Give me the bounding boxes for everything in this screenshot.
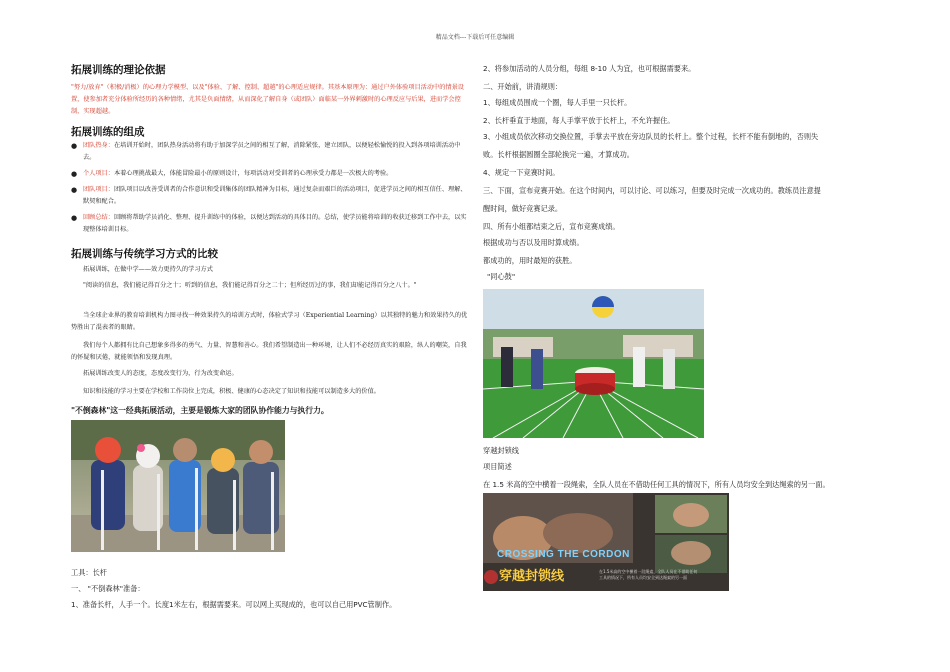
photo-caption: "不倒森林"这一经典拓展活动，主要是锻炼大家的团队协作能力与执行力。 (71, 406, 329, 415)
rule-line: 三、下面，宣布竞赛开始。在这个时间内，可以讨论、可以练习，但要及时完成一次成功的。教练员注意提 (483, 186, 821, 195)
list-item: ● 回顾总结：回顾将帮助学员消化、整理、提升训练中的体验，以便达到活动的具体目的。总结，使学员能将培训的收获迁移到工作中去，以实现整体培训目标。 (71, 214, 467, 233)
heading-composition: 拓展训练的组成 (71, 126, 145, 138)
rule-line: 1、每组成员围成一个圈，每人手里一只长杆。 (483, 98, 632, 107)
rule-line: 2、长杆垂直于地面，每人手掌平放于长杆上，不允许握住。 (483, 116, 675, 125)
heading-comparison: 拓展训练与传统学习方式的比较 (71, 248, 218, 260)
list-item: ● 团队热身：在培训开始时，团队热身活动将有助于加深学员之间的相互了解，消除紧张，建立团队，以便轻松愉悦的投入到各项培训活动中去。 (71, 142, 461, 161)
composition-list (71, 140, 471, 236)
paragraph: 我们每个人都拥有比自己想象多得多的勇气、力量、智慧和善心。我们希望制造出一种环境，让人们不必经历真实的艰险，纵人的嘲笑，自我的怀疑和厌倦，就能领悟和发现真理。 (71, 342, 467, 361)
theory-paragraph: "努力/放弃"（积极/消极）的心理力学模型、以及"体验、了解、控制、超越"的心理适应规律。其基本原理为：通过户外体验项目活动中的情景设置，使参加者充分体验所经历的各种情绪，尤其是负面情绪，从而深化了解自身（或团队）面临某一外界刺激时的心理反应与后果，进而学会控制，实现超越。 (71, 84, 464, 115)
paragraph: "阅读的信息，我们能记得百分之十；听到的信息，我们能记得百分之二十；但所经历过的事，我们却能记得百分之八十。" (83, 282, 417, 289)
page-header: 精品文档---下载后可任意编辑 (435, 34, 515, 41)
paragraph: 拓展训练，在做中学——效力更持久的学习方式 (83, 266, 213, 273)
crossing-description: 在 1.5 米高的空中横着一段绳索，全队人员在不借助任何工具的情况下，所有人员均安全到达绳索的另一面。 (483, 480, 830, 489)
list-item: ● 个人项目：本着心理挑战最大，体能冒险最小的原则设计，每项活动对受训者的心理承受力都是一次极大的考验。 (71, 170, 393, 178)
rule-line: 败。长杆根据圆圈全部轮换完一遍，才算成功。 (483, 150, 634, 159)
rule-line: 都成功的，用时最短的获胜。 (483, 256, 577, 265)
rule-line: 2、将参加活动的人员分组，每组 8-10 人为宜，也可根据需要来。 (483, 64, 696, 73)
paragraph: 当全球企业界的教育培训机构力图寻找一种效果持久的培训方式时，体验式学习（Experiential Learning）以其独特的魅力和效果持久的优势胜出了混表者的眼睛。 (71, 312, 468, 331)
rule-line: 四、所有小组都结束之后，宣布竞赛成绩。 (483, 222, 620, 231)
tool-line: 工具：长杆 (71, 568, 107, 577)
paragraph: 知识和技能的学习主要在学校和工作岗位上完成，积极、健康的心态决定了知识和技能可以制造多大的价值。 (83, 388, 380, 395)
rule-line: 醒时间，做好竞赛记录。 (483, 204, 563, 213)
rule-line: 根据成功与否以及用时算成绩。 (483, 238, 584, 247)
crossing-title: 穿越封锁线 (483, 446, 519, 455)
heading-theory: 拓展训练的理论依据 (71, 64, 166, 76)
crossing-subtitle: 项目简述 (483, 462, 512, 471)
banner-chinese-title: 穿越封锁线 (499, 569, 565, 584)
paragraph: 拓展训练改变人的态度，态度改变行为，行为改变命运。 (83, 370, 238, 377)
rule-line: 二、开始前，讲清规则： (483, 82, 563, 91)
list-item: ● 团队项目：团队项目以改善受训者的合作意识和受训集体的团队精神为目标，通过复杂而艰巨的活动项目，促进学员之间的相互信任、理解、默契和配合。 (71, 186, 467, 205)
banner-small-text: 在1.5米高的空中横着一段绳索，全队人员在不借助任何工具的情况下，所有人员均安全到达绳索的另一面 (599, 569, 698, 580)
rule-line: 3、小组成员依次移动交换位置，手掌去平放在旁边队员的长杆上。整个过程，长杆不能有倒地的，否则失 (483, 132, 819, 141)
crossing-banner-photo (483, 493, 729, 591)
rule-line: 4、规定一下竞赛时间。 (483, 168, 560, 177)
prep-step-1: 1、准备长杆，人手一个。长度1米左右，根据需要来。可以网上买现成的，也可以自己用PVC管制作。 (71, 600, 397, 609)
prep-title: 一、 "不倒森林"准备： (71, 584, 145, 593)
drum-game-photo (483, 289, 704, 438)
drum-title: "同心鼓" (487, 272, 516, 281)
banner-english-title: CROSSING THE CORDON (497, 549, 630, 560)
forest-activity-photo (71, 420, 285, 552)
